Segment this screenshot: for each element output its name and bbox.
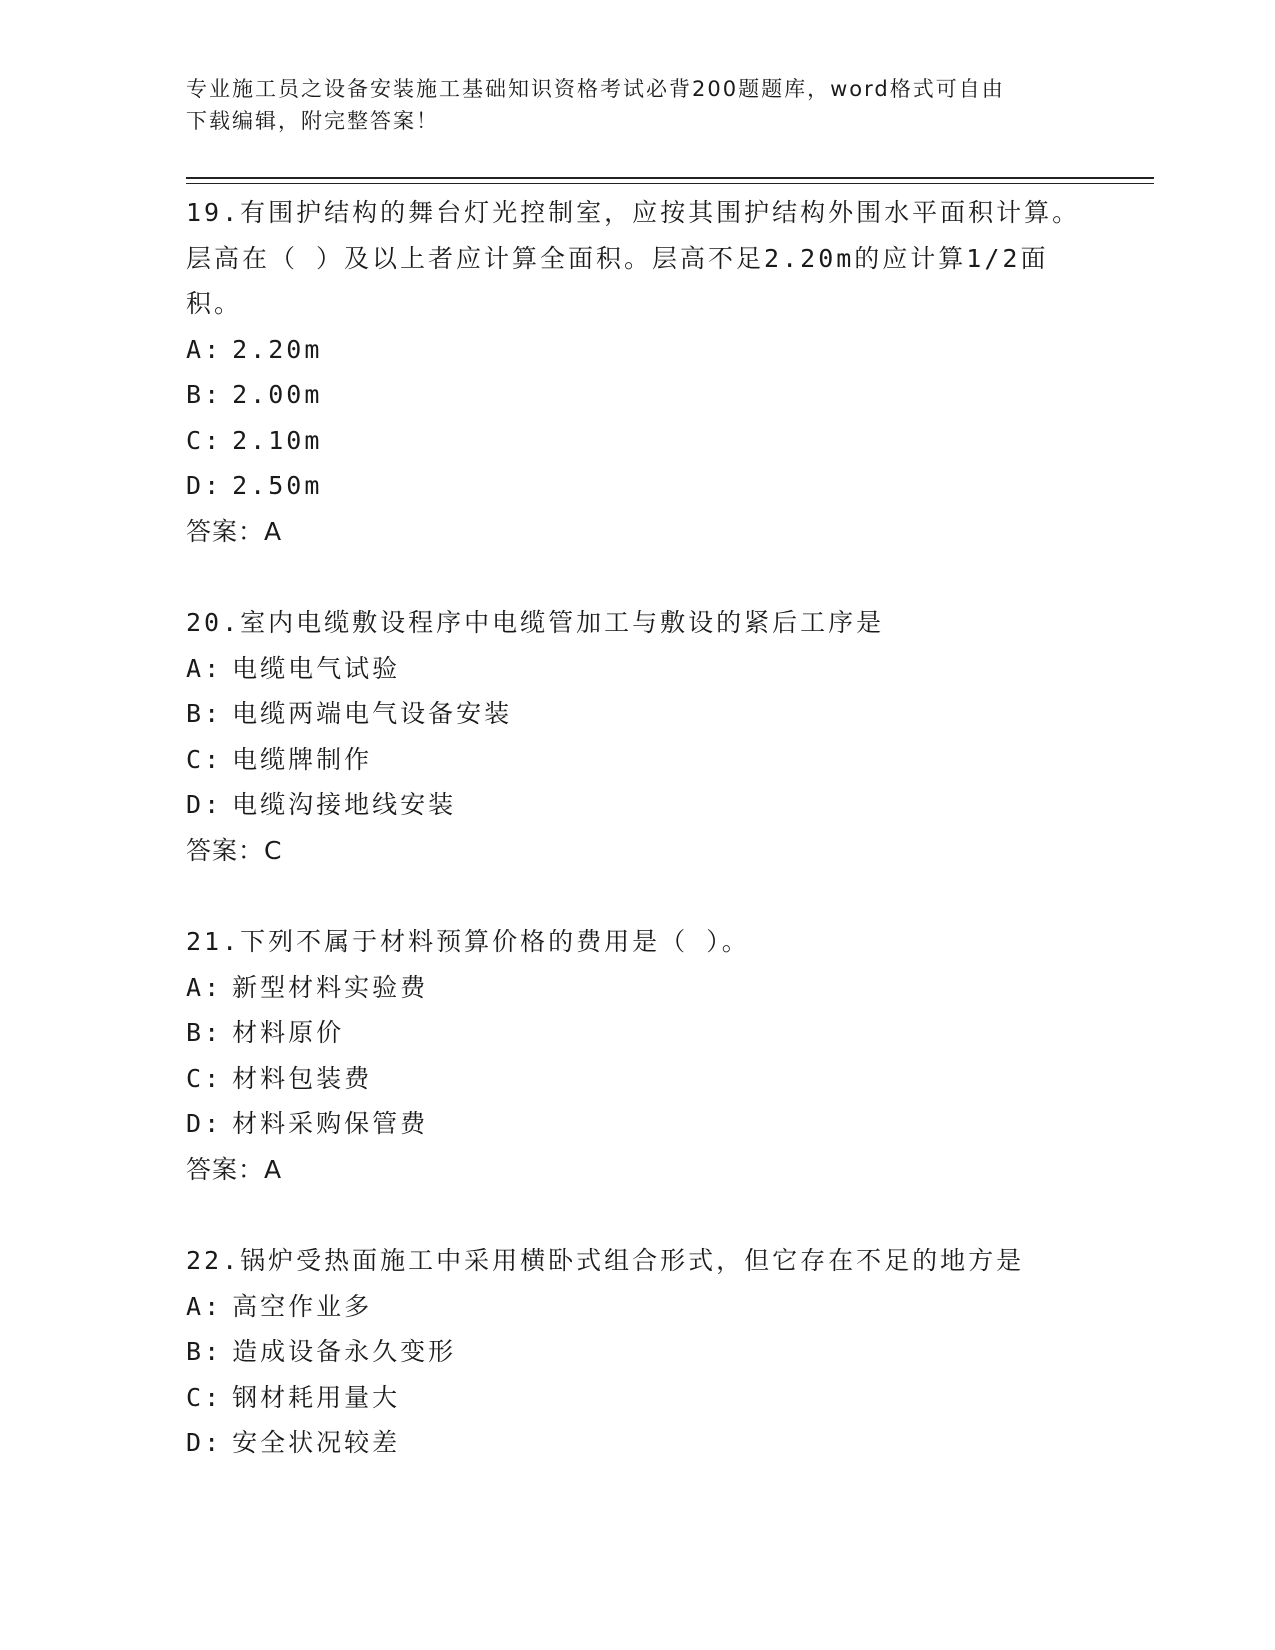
option-text: 2.00m [232,380,323,409]
option-letter: A [186,972,205,1002]
question-stem: 21.下列不属于材料预算价格的费用是（ ）。 [186,927,750,956]
document-header [186,73,1086,137]
option-c: C: 电缆牌制作 [186,737,1086,783]
option-text: 电缆两端电气设备安装 [232,699,513,728]
answer-line: 答案：A [186,1154,283,1184]
option-letter: A [186,334,205,364]
option-text: 钢材耗用量大 [232,1382,401,1412]
option-letter: A [186,653,205,683]
option-b: B: 造成设备永久变形 [186,1329,1086,1375]
question-item [186,1238,1086,1466]
option-a: A: 电缆电气试验 [186,646,1086,692]
option-text: 造成设备永久变形 [232,1337,457,1366]
option-letter: B [186,1018,205,1047]
option-letter: C [186,425,205,455]
question-item [186,190,1086,554]
option-d: D: 2.50m [186,463,1086,509]
option-letter: D [186,471,205,500]
option-d: D: 安全状况较差 [186,1420,1086,1466]
option-letter: D [186,1428,205,1457]
answer-line: 答案：C [186,835,283,865]
option-letter: A [186,1291,205,1321]
option-text: 材料采购保管费 [232,1109,429,1138]
option-a: A: 高空作业多 [186,1284,1086,1330]
option-c: C: 钢材耗用量大 [186,1375,1086,1421]
option-c: C: 2.10m [186,418,1086,464]
option-letter: B [186,380,205,409]
header-divider-thin [186,183,1154,184]
question-item [186,919,1086,1192]
option-text: 安全状况较差 [232,1428,401,1457]
option-letter: B [186,1337,205,1366]
question-stem: 20.室内电缆敷设程序中电缆管加工与敷设的紧后工序是 [186,608,885,637]
option-c: C: 材料包装费 [186,1056,1086,1102]
option-a: A: 新型材料实验费 [186,965,1086,1011]
option-text: 电缆沟接地线安装 [232,790,457,819]
header-line-1: 专业施工员之设备安装施工基础知识资格考试必背200题题库，word格式可自由 [186,77,1005,101]
option-b: B: 材料原价 [186,1010,1086,1056]
option-text: 电缆牌制作 [232,744,373,774]
question-item [186,600,1086,873]
question-list [186,190,1086,1512]
option-text: 新型材料实验费 [232,972,429,1002]
option-a: A: 2.20m [186,327,1086,373]
option-text: 材料包装费 [232,1063,373,1093]
option-text: 材料原价 [232,1018,345,1047]
answer-line: 答案：A [186,516,283,546]
header-divider-thick [186,177,1154,179]
header-line-2: 下载编辑，附完整答案！ [186,109,439,133]
option-text: 电缆电气试验 [232,653,401,683]
option-letter: C [186,1382,205,1412]
option-b: B: 电缆两端电气设备安装 [186,691,1086,737]
question-stem: 19.有围护结构的舞台灯光控制室，应按其围护结构外围水平面积计算。层高在（ ）及以上者应计算全面积。层高不足2.20m的应计算1/2面积。 [186,198,1081,318]
option-text: 2.50m [232,471,323,500]
option-text: 2.20m [232,334,323,364]
option-letter: D [186,1109,205,1138]
question-stem: 22.锅炉受热面施工中采用横卧式组合形式，但它存在不足的地方是 [186,1246,1025,1275]
option-letter: B [186,699,205,728]
option-b: B: 2.00m [186,372,1086,418]
option-text: 2.10m [232,425,323,455]
option-letter: D [186,790,205,819]
option-text: 高空作业多 [232,1291,373,1321]
option-letter: C [186,1063,205,1093]
option-d: D: 电缆沟接地线安装 [186,782,1086,828]
option-letter: C [186,744,205,774]
option-d: D: 材料采购保管费 [186,1101,1086,1147]
